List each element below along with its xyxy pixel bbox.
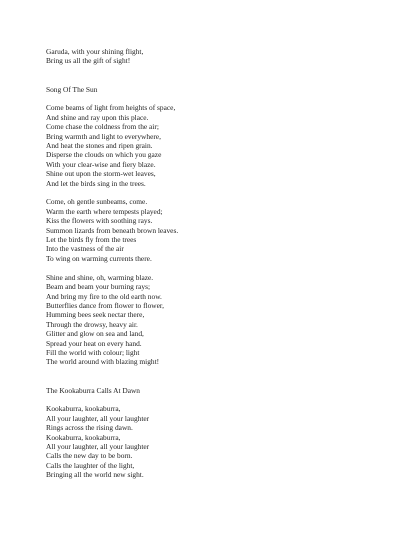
poem-line: Calls the laughter of the light, (46, 460, 135, 470)
stanza (46, 404, 376, 479)
stanza (46, 273, 376, 367)
poem-line: Come chase the coldness from the air; (46, 122, 159, 132)
poem-line: Calls the new day to be born. (46, 451, 133, 461)
poem-line: And let the birds sing in the trees. (46, 178, 146, 188)
poem-line: Garuda, with your shining flight, (46, 47, 144, 56)
poem-line: Through the drowsy, heavy air. (46, 319, 138, 329)
poem-line: Disperse the clouds on which you gaze (46, 150, 162, 160)
poem-line: Glitter and glow on sea and land, (46, 329, 144, 339)
poem-line: Let the birds fly from the trees (46, 235, 137, 245)
poem-line: Fill the world with colour; light (46, 347, 140, 357)
poem-line: All your laughter, all your laughter (46, 441, 150, 451)
poem-line: Rings across the rising dawn. (46, 423, 133, 433)
poem-title-kookaburra: The Kookaburra Calls At Dawn (46, 385, 141, 395)
poem-line: Bringing all the world new sight. (46, 470, 144, 480)
poem-line: Spread your heat on every hand. (46, 338, 142, 348)
poem-line: And heat the stones and ripen grain. (46, 141, 153, 151)
poem-line: All your laughter, all your laughter (46, 413, 150, 423)
poem-line: Kiss the flowers with soothing rays. (46, 216, 153, 226)
stanza (46, 197, 376, 263)
poem-line: Humming bees seek nectar there, (46, 310, 145, 320)
poem-line: The world around with blazing might! (46, 357, 160, 367)
poem-line: With your clear-wise and fiery blaze. (46, 159, 156, 169)
poem-title-song-of-the-sun: Song Of The Sun (46, 84, 98, 94)
poem-text (46, 47, 376, 489)
poem-line: Kookaburra, kookaburra, (46, 404, 121, 414)
poem-line: Beam and beam your burning rays; (46, 282, 151, 292)
poem-line: Bring warmth and light to everywhere, (46, 131, 161, 141)
poem-line: Warm the earth where tempests played; (46, 206, 163, 216)
poem-line: And shine and ray upon this place. (46, 112, 149, 122)
poem-line: Kookaburra, kookaburra, (46, 432, 121, 442)
poem-line: Summon lizards from beneath brown leaves. (46, 225, 179, 235)
poem-line: Into the vastness of the air (46, 244, 124, 254)
poem-line: Butterflies dance from flower to flower, (46, 300, 164, 310)
poem-line: Shine out upon the storm-wet leaves, (46, 169, 156, 179)
poem-line: And bring my fire to the old earth now. (46, 291, 162, 301)
stanza (46, 103, 376, 188)
poem-line: To wing on warming currents there. (46, 253, 152, 263)
opening-stanza (46, 47, 376, 66)
poem-line: Come, oh gentle sunbeams, come. (46, 197, 148, 207)
poem-line: Come beams of light from heights of space, (46, 103, 176, 113)
poem-line: Shine and shine, oh, warming blaze. (46, 272, 154, 282)
poem-line: Bring us all the gift of sight! (46, 56, 131, 66)
